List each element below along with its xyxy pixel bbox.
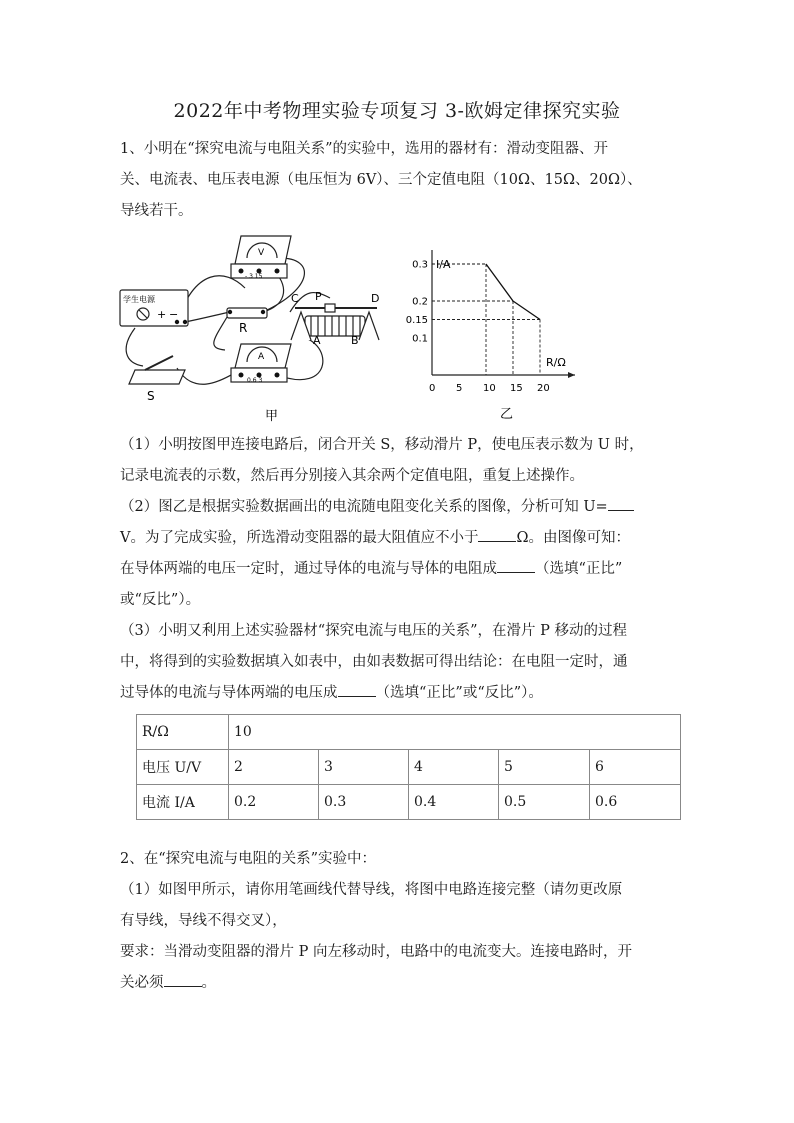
part-1-line: 记录电流表的示数，然后再分别接入其余两个定值电阻，重复上述操作。 xyxy=(120,468,584,484)
table-row xyxy=(137,750,681,785)
table-row xyxy=(137,785,681,820)
voltmeter-terminals: - 3 15 xyxy=(245,273,263,280)
table-cell: 0.3 xyxy=(319,785,409,820)
part-2-text: 在导体两端的电压一定时，通过导体的电流与导体的电阻成 xyxy=(120,561,497,577)
x-axis-arrow xyxy=(568,372,575,378)
x-tick-label: 10 xyxy=(483,383,496,394)
y-tick-label: 0.3 xyxy=(412,259,428,271)
part-2-text: （选填“正比” xyxy=(535,561,623,577)
question-1-parts xyxy=(120,430,676,709)
part-2-text: V。为了完成实验，所选滑动变阻器的最大阻值应不小于 xyxy=(120,530,479,546)
table-cell: R/Ω xyxy=(137,715,229,750)
current-resistance-chart xyxy=(400,250,590,422)
intro-line: 1、小明在“探究电流与电阻关系”的实验中，选用的器材有：滑动变阻器、开 xyxy=(120,141,609,157)
circuit-figure xyxy=(115,228,395,428)
part-2-line xyxy=(120,492,676,523)
table-cell: 0.5 xyxy=(499,785,590,820)
data-table xyxy=(136,714,681,820)
table-cell: 2 xyxy=(229,750,319,785)
question-2-line: （1）如图甲所示，请你用笔画线代替导线，将图中电路连接完整（请勿更改原 xyxy=(120,882,623,898)
part-3-line: 中，将得到的实验数据填入如表中，由如表数据可得出结论：在电阻一定时，通 xyxy=(120,654,628,670)
rheostat-terminal-b: B xyxy=(351,334,359,347)
part-2-line: 或“反比”）。 xyxy=(120,592,201,608)
question-2-text: 。 xyxy=(201,975,216,991)
resistor-label: R xyxy=(239,321,248,335)
voltmeter-symbol: V xyxy=(258,248,265,258)
table-cell: 0.4 xyxy=(409,785,499,820)
chart-caption: 乙 xyxy=(500,407,514,422)
question-2-line: 要求：当滑动变阻器的滑片 P 向左移动时，电路中的电流变大。连接电路时，开 xyxy=(120,944,632,960)
answer-blank-voltage-relation[interactable] xyxy=(338,680,376,697)
power-supply-label: 学生电源 xyxy=(123,295,155,304)
table-cell: 电流 I/A xyxy=(137,785,229,820)
question-1-intro xyxy=(120,134,676,227)
question-2 xyxy=(120,844,676,999)
question-2-line xyxy=(120,968,676,999)
y-tick-label: 0.1 xyxy=(412,333,428,345)
question-2-line: 有导线，导线不得交叉）， xyxy=(120,913,287,929)
table-cell: 0.2 xyxy=(229,785,319,820)
table-cell: 4 xyxy=(409,750,499,785)
answer-blank-relation[interactable] xyxy=(497,556,535,573)
switch-label: S xyxy=(147,389,155,403)
answer-blank-max-resistance[interactable] xyxy=(478,525,516,542)
minus-sign: − xyxy=(169,308,179,321)
part-1-line: （1）小明按图甲连接电路后，闭合开关 S，移动滑片 P，使电压表示数为 U 时， xyxy=(120,437,644,453)
figure-caption-jia: 甲 xyxy=(265,409,279,424)
answer-blank-switch-state[interactable] xyxy=(164,970,202,987)
intro-line: 关、电流表、电压表电源（电压恒为 6V）、三个定值电阻（10Ω、15Ω、20Ω）、 xyxy=(120,172,642,188)
table-cell: 电压 U/V xyxy=(137,750,229,785)
x-tick-label: 15 xyxy=(510,383,523,394)
part-3-line: （3）小明又利用上述实验器材“探究电流与电压的关系”，在滑片 P 移动的过程 xyxy=(120,623,628,639)
question-2-text: 关必须 xyxy=(120,975,164,991)
table-row xyxy=(137,715,681,750)
part-2-text: Ω。由图像可知： xyxy=(516,530,631,546)
plus-sign: + xyxy=(157,308,167,321)
answer-blank-voltage[interactable] xyxy=(608,494,634,511)
ammeter-terminals: 0.6 3 xyxy=(247,377,263,384)
page-title: 2022年中考物理实验专项复习 3-欧姆定律探究实验 xyxy=(173,100,621,122)
part-3-text: （选填“正比”或“反比”）。 xyxy=(375,685,543,701)
x-tick-label: 0 xyxy=(429,383,436,394)
table-cell: 3 xyxy=(319,750,409,785)
y-tick-label: 0.2 xyxy=(412,296,428,308)
part-2-line xyxy=(120,554,676,585)
x-tick-label: 5 xyxy=(456,383,463,394)
series-segment xyxy=(486,264,513,301)
chart-ylabel: I/A xyxy=(436,258,451,271)
rheostat-terminal-c: C xyxy=(291,292,299,305)
table-cell: 5 xyxy=(499,750,590,785)
rheostat-terminal-a: A xyxy=(313,334,321,347)
chart-xlabel: R/Ω xyxy=(546,356,566,369)
table-cell: 10 xyxy=(229,715,681,750)
part-3-text: 过导体的电流与导体两端的电压成 xyxy=(120,685,338,701)
rheostat-slider-p: P xyxy=(315,290,322,303)
intro-line: 导线若干。 xyxy=(120,203,193,219)
x-tick-label: 20 xyxy=(537,383,550,394)
part-2-line xyxy=(120,523,676,554)
part-3-line xyxy=(120,678,676,709)
ammeter-symbol: A xyxy=(258,352,265,362)
y-tick-label: 0.15 xyxy=(405,315,428,326)
part-2-text: （2）图乙是根据实验数据画出的电流随电阻变化关系的图像，分析可知 U= xyxy=(120,499,608,515)
question-2-line: 2、在“探究电流与电阻的关系”实验中： xyxy=(120,851,377,867)
table-cell: 0.6 xyxy=(590,785,681,820)
table-cell: 6 xyxy=(590,750,681,785)
rheostat-terminal-d: D xyxy=(371,292,380,305)
series-segment xyxy=(513,301,540,320)
